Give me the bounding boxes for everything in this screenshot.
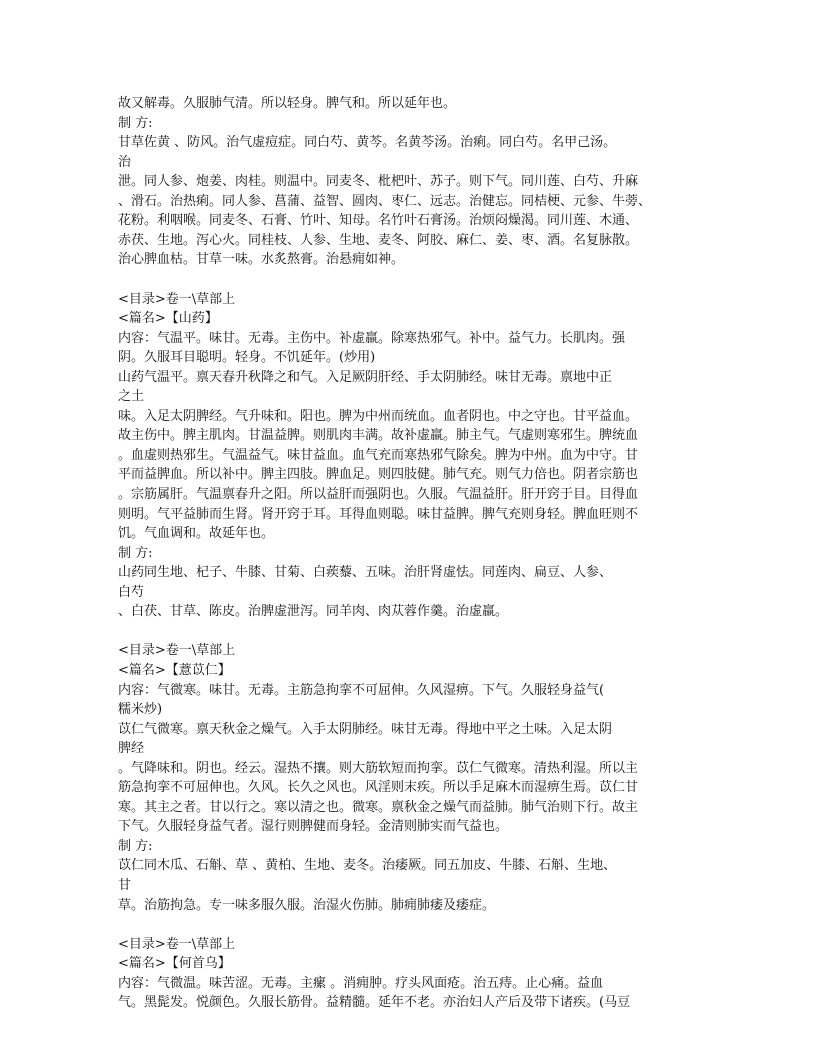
text-line: 内容：气微寒。味甘。无毒。主筋急拘挛不可屈伸。久风湿痹。下气。久服轻身益气( xyxy=(118,682,605,698)
text-line: 平而益脾血。所以补中。脾主四肢。脾血足。则四肢健。肺气充。则气力倍也。阴者宗筋也 xyxy=(118,467,639,483)
text-line: <篇名>【山药】 xyxy=(118,311,218,327)
text-line: 制 方: xyxy=(118,838,153,854)
text-line: 饥。气血调和。故延年也。 xyxy=(118,526,275,542)
text-line: 内容：气微温。味苦涩。无毒。主瘰 。消痈肿。疗头风面疮。治五痔。止心痛。益血 xyxy=(118,975,604,991)
text-line: 。宗筋属肝。气温禀春升之阳。所以益肝而强阴也。久服。气温益肝。肝开窍于目。目得血 xyxy=(118,487,639,502)
text-line: 白芍 xyxy=(118,584,145,600)
text-line: 筋急拘挛不可屈伸也。久风。长久之风也。风淫则末疾。所以手足麻木而湿痹生焉。苡仁甘 xyxy=(118,780,639,796)
text-line: 制 方: xyxy=(118,545,153,561)
text-line: 。血虚则热邪生。气温益气。味甘益血。血气充而寒热邪气除矣。脾为中州。血为中守。甘 xyxy=(118,447,639,463)
text-line: 、白茯、甘草、陈皮。治脾虚泄泻。同羊肉、肉苁蓉作羹。治虚羸。 xyxy=(118,604,509,620)
text-line: 甘草佐黄 、防风。治气虚痘症。同白芍、黄芩。名黄芩汤。治痢。同白芍。名甲己汤。 xyxy=(118,135,617,151)
text-line: 泄。同人参、炮姜、肉桂。则温中。同麦冬、枇杷叶、苏子。则下气。同川莲、白芍、升麻 xyxy=(118,174,639,190)
text-line: 味。入足太阴脾经。气升味和。阳也。脾为中州而统血。血者阴也。中之守也。甘平益血。 xyxy=(118,408,639,424)
text-line: <目录>卷一\草部上 xyxy=(118,936,236,952)
text-line: 甘 xyxy=(118,878,132,893)
text-line: 、滑石。治热痢。同人参、菖蒲、益智、圆肉、枣仁、远志。治健忘。同桔梗、元参、牛蒡、 xyxy=(118,193,652,209)
text-line: 故主伤中。脾主肌肉。甘温益脾。则肌肉丰满。故补虚羸。肺主气。气虚则寒邪生。脾统血 xyxy=(118,428,639,444)
text-line: 内容：气温平。味甘。无毒。主伤中。补虚羸。除寒热邪气。补中。益气力。长肌肉。强 xyxy=(118,330,626,346)
text-line: 寒。其主之者。甘以行之。寒以清之也。微寒。禀秋金之燥气而益肺。肺气治则下行。故主 xyxy=(118,799,639,815)
text-line: <篇名>【薏苡仁】 xyxy=(118,662,231,678)
text-line: 草。治筋拘急。专一味多服久服。治湿火伤肺。肺痈肺痿及痿症。 xyxy=(118,897,496,913)
text-line: 苡仁同木瓜、石斛、草 、黄柏、生地、麦冬。治痿厥。同五加皮、牛膝、石斛、生地、 xyxy=(118,858,617,874)
text-line: 则明。气平益肺而生肾。肾开窍于耳。耳得血则聪。味甘益脾。脾气充则身轻。脾血旺则不 xyxy=(118,506,639,522)
text-line: 糯米炒) xyxy=(118,702,163,718)
text-line: 气。黑髭发。悦颜色。久服长筋骨。益精髓。延年不老。亦治妇人产后及带下诸疾。(马豆 xyxy=(118,995,631,1011)
text-line: 之土 xyxy=(118,389,145,405)
text-line: 苡仁气微寒。禀天秋金之燥气。入手太阴肺经。味甘无毒。得地中平之土味。入足太阴 xyxy=(118,721,613,737)
text-line: 赤茯、生地。泻心火。同桂枝、人参、生地、麦冬、阿胶、麻仁、姜、枣、酒。名复脉散。 xyxy=(118,232,639,248)
text-line: <目录>卷一\草部上 xyxy=(118,643,236,659)
text-line: <篇名>【何首乌】 xyxy=(118,956,231,972)
text-line: 山药气温平。禀天春升秋降之和气。入足厥阴肝经、手太阴肺经。味甘无毒。禀地中正 xyxy=(118,369,613,385)
text-line: 下气。久服轻身益气者。湿行则脾健而身轻。金清则肺实而气益也。 xyxy=(118,819,509,835)
text-line: 阴。久服耳目聪明。轻身。不饥延年。(炒用) xyxy=(118,350,376,366)
text-line: 。气降味和。阴也。经云。湿热不攘。则大筋软短而拘挛。苡仁气微寒。清热利湿。所以主 xyxy=(118,760,639,776)
text-line: 治 xyxy=(118,154,132,170)
text-line: 山药同生地、杞子、牛膝、甘菊、白蒺藜、五味。治肝肾虚怯。同莲肉、扁豆、人参、 xyxy=(118,565,613,581)
text-line: 治心脾血枯。甘草一味。水炙熬膏。治悬痈如神。 xyxy=(118,252,405,268)
text-line: 故又解毒。久服肺气清。所以轻身。脾气和。所以延年也。 xyxy=(118,96,457,111)
text-line: <目录>卷一\草部上 xyxy=(118,291,236,307)
text-line: 脾经 xyxy=(118,741,145,757)
text-line: 制 方: xyxy=(118,115,153,131)
text-line: 花粉。利咽喉。同麦冬、石膏、竹叶、知母。名竹叶石膏汤。治烦闷燥渴。同川莲、木通、 xyxy=(118,213,639,229)
